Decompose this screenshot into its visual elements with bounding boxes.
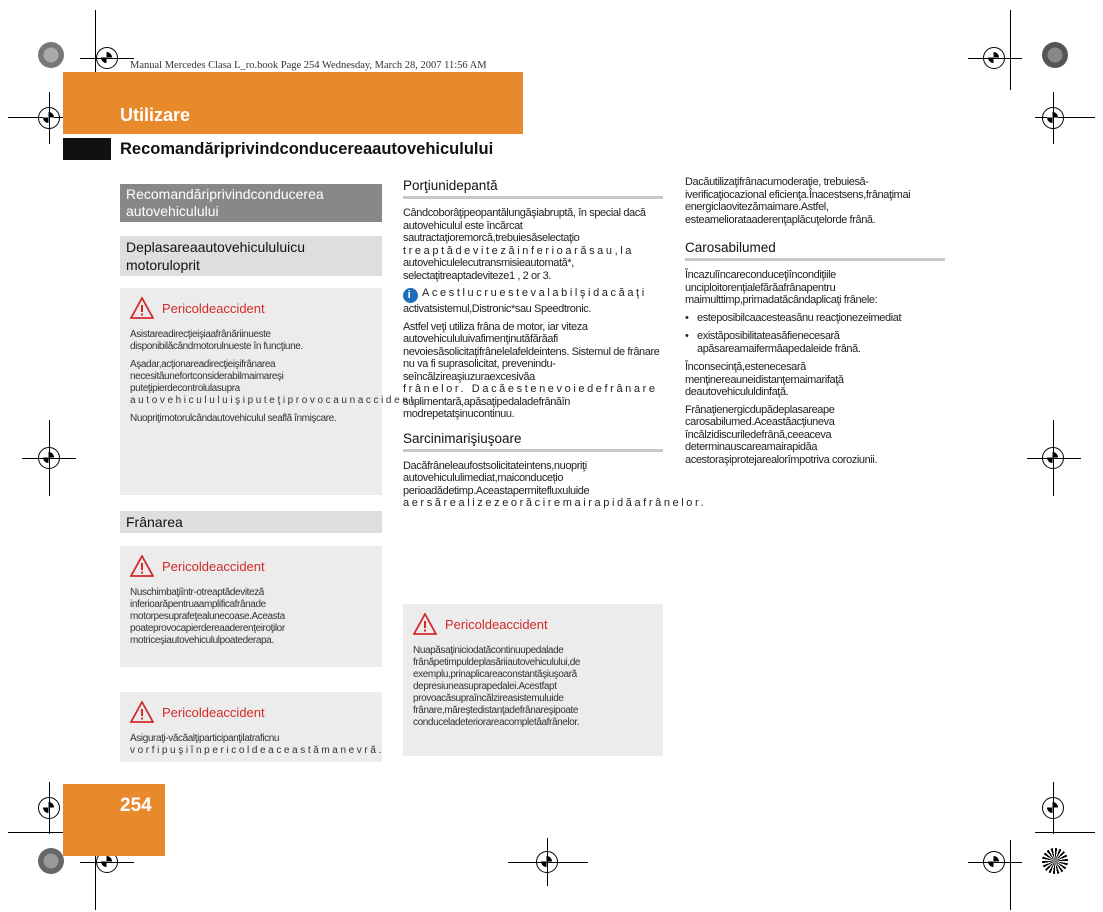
subsection-heading-engine-off: Deplasareaautovehicululuicu motoruloprit [120, 236, 382, 276]
crop-mark [1010, 840, 1011, 910]
warning-title: Pericoldeaccident [162, 300, 265, 316]
column-3 [685, 176, 945, 471]
warning-text: Nuopriţimotorulcândautovehiculul seaflă înmişcare. [130, 413, 337, 424]
warning-title: Pericoldeaccident [162, 704, 265, 720]
warning-triangle-icon [130, 701, 154, 723]
color-swatch-icon [38, 42, 64, 68]
warning-text: Asistareadirecţieişiaafrânăriinueste disponibilăcândmotorulnueste în funcţiune. [130, 329, 303, 352]
crop-mark [1053, 92, 1054, 144]
page-title: Recomandăriprivindconducereaautovehiculului [120, 140, 494, 158]
warning-triangle-icon [130, 555, 154, 577]
color-swatch-icon [1042, 42, 1068, 68]
warning-triangle-icon [413, 613, 437, 635]
crop-mark [547, 838, 548, 886]
subsection-heading-driving: Recomandăriprivindconducerea autovehiculului [120, 184, 382, 222]
subsection-heading-braking: Frânarea [120, 511, 382, 533]
info-note [403, 287, 663, 303]
warning-title: Pericoldeaccident [445, 616, 548, 632]
warning-text: Asiguraţi-văcăalţiparticipanţilatraficnu [130, 733, 280, 744]
list-item: • esteposibilcaacesteasănu reacţionezeimediat [685, 311, 902, 324]
warning-text: Nuapăsaţiniciodatăcontinuupedalade frânăpetimpuldeplasăriiautovehiculului,de exemplu,prinaplicareaconstantăşiuşoară depresiuneasuprapedalei.Acestfapt provoacăsupraîncălzireasistemuluide frânare,măreştedistanţadefrânareşipoate conduceladeteriorareacompletăafrânelor. [413, 645, 581, 728]
subsection-heading-slopes: Porţiunidepantă [403, 178, 663, 199]
crop-mark [968, 58, 1022, 59]
warning-box [120, 692, 382, 762]
list-item-text: existăposibilitateasăfienecesară apăsareamaifermăapedaleide frână. [697, 330, 861, 355]
warning-box [120, 288, 422, 495]
crop-mark [1053, 782, 1054, 834]
print-slug: Manual Mercedes Clasa L_ro.book Page 254 Wednesday, March 28, 2007 11:56 AM [130, 60, 487, 71]
column-2 [403, 178, 707, 524]
body-text: autovehiculelecutransmisieautomată*, selectaţitreaptadeviteze1 , 2 or 3. [403, 257, 574, 282]
color-swatch-icon [38, 848, 64, 874]
warning-text: Aşadar,acţionareadirecţieişifrânarea necesităunefortconsiderabilmaimareşi puteţipierdecontrolulasupra [130, 359, 284, 394]
body-text: suplimentară,apăsaţipedaladefrânăîn modrepetatşinucontinuu. [403, 395, 571, 420]
section-title: Utilizare [120, 105, 191, 125]
body-text: Încazulîncareconduceţiîncondiţiile unciploitorenţialefărăafrânapentru maimulttimp,primadatăcândaplicaţi frânele: [685, 269, 878, 306]
crop-mark [80, 58, 134, 59]
crop-mark [49, 420, 50, 496]
warning-triangle-icon [130, 297, 154, 319]
info-text: Acestlucruestevalabilşidacăaţi [422, 287, 647, 299]
warning-text: autovehicululuişiputeţiprovocaunaccident. [130, 395, 422, 406]
crop-mark [1035, 832, 1095, 833]
crop-mark [8, 832, 68, 833]
warning-text: vorfipuşiînpericoldeaceastămanevră. [130, 745, 384, 756]
body-text: Astfel veţi utiliza frâna de motor, iar viteza autovehicululuivafimenţinutăfărăafi nevoiesăsolicitaţifrânelelafeldeintens. Sistemul de frânare nu va fi suprasolicitat, prevenindu-seîncălzireaşiuzuraexcesivăa [403, 320, 660, 383]
body-text: treaptădevitezăinferioarăsau,la [403, 244, 635, 257]
list-item-text: esteposibilcaacesteasănu reacţionezeimediat [697, 311, 902, 324]
body-text: aersărealizezeorăciremairapidăafrânelor. [403, 497, 707, 509]
body-text: Cândcoborâţipeopantălungăşiabruptă, în special dacă autovehiculul este încărcat sautractaţioremorcă,trebuiesăselectaţio [403, 207, 646, 244]
crop-mark [1027, 458, 1081, 459]
crop-mark [968, 862, 1022, 863]
warning-box [403, 604, 663, 756]
crop-mark [49, 92, 50, 144]
crop-mark [1010, 10, 1011, 90]
subsection-heading-loads: Sarcinimarişiuşoare [403, 431, 663, 452]
list-item: • existăposibilitateasăfienecesară apăsareamaifermăapedaleide frână. [685, 330, 945, 355]
crop-mark [1053, 420, 1054, 496]
body-text: Dacăutilizaţifrânacumoderaţie, trebuiesă-iverificaţiocazional eficienţa.Înacestsens,frânaţimai energiclaovitezămaimare.Astfel, esteameliorataaderenţaplăcuţelorde frână. [685, 176, 911, 226]
warning-title: Pericoldeaccident [162, 558, 265, 574]
info-icon: i [403, 288, 418, 303]
subsection-heading-wet-road: Carosabilumed [685, 240, 945, 261]
warning-text: Nuschimbaţiîntr-otreaptădeviteză inferioarăpentruaamplificafrânade motorpesuprafeţealunecoase.Aceasta poateprovocapierdereaaderenţeiroţilor motriceşiautovehicululpoatederapa. [130, 587, 285, 646]
warning-box [120, 546, 382, 667]
body-text: Înconsecinţă,estenecesară menţinereauneidistanţemaimarifaţă deautovehicululdinfaţă. [685, 361, 844, 398]
page-number: 254 [120, 795, 152, 816]
body-text: Frânaţienergicdupădeplasareape carosabilumed.Aceastăacţiuneva încălzidiscuriledefrână,ceeaceva determinauscareamairapidăa acestoraşiprotejarealorîmpotriva coroziunii. [685, 403, 878, 466]
body-text: frânelor. Dacăestenevoiedefrânare [403, 383, 658, 395]
info-text: activatsistemul,Distronic*sau Speedtronic. [403, 303, 592, 315]
body-text: Dacăfrâneleaufostsolicitateintens,nuopriţi autovehicululimediat,maiconducețio perioadădetimp.Aceastapermitefluxuluide [403, 459, 590, 497]
crop-mark [49, 782, 50, 834]
crop-mark [80, 862, 134, 863]
heading-marker [63, 138, 111, 160]
crop-mark [508, 862, 588, 863]
color-swatch-icon [1042, 848, 1068, 874]
